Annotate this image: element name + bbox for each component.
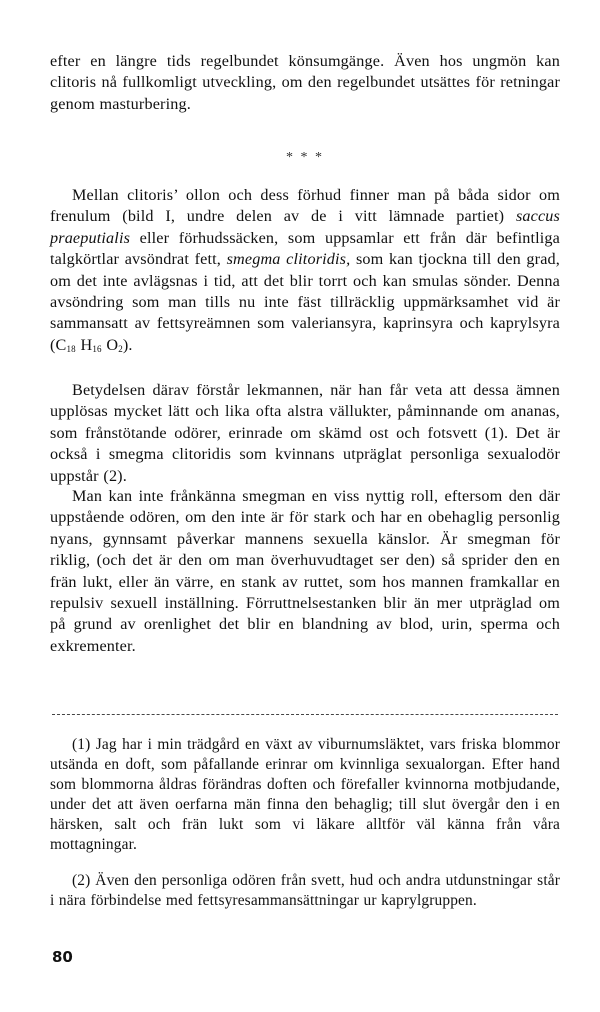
formula-subscript-c: 18: [66, 343, 76, 354]
paragraph-significance: [50, 380, 560, 487]
continuation-paragraph: [50, 51, 560, 115]
formula-close: ).: [122, 335, 133, 354]
para1-text-start: Mellan clitoris’ ollon och dess förhud finner man på båda sidor om frenulum (bild I, undre delen av de i vitt lämnade partiet): [50, 186, 560, 226]
footnote-2: [50, 871, 560, 911]
footnote-1-text: (1) Jag har i min trädgård en växt av viburnumsläktet, vars friska blommor utsända en doft, som påfallande erinrar om kvinnliga sexualorgan. Efter hand som blommorna åldras förändras doften och förefaller kvinnorna motbjudande, under det att även oerfarna män finna den behaglig; till slut övergår den i en härsken, salt och frän lukt som vi läkare alltför väl känna från våra mottagningar.: [50, 736, 560, 853]
para1-text-end: som kan tjockna till den grad, om det inte avlägsnas i tid, att det blir torrt och kan smulas sönder. Denna avsöndring som man tills nu inte fäst tillräcklig uppmärksamhet vid är sammansatt av fettsyreämnen som valeriansyra, kaprinsyra och kaprylsyra (C: [50, 250, 560, 354]
para3-text: Man kan inte frånkänna smegman en viss nyttig roll, eftersom den där uppstående odören, om den inte är för stark och har en obehaglig personlig nyans, gynnsamt påverkar mannens sexuella känslor. Är smegman för riklig, (och det är den om man överhuvudtaget ser den) så sprider den en frän lukt, eller än värre, en stank av ruttet, som hos mannen framkallar en repulsiv sexuell inställning. Förruttnelsestanken blir än mer utpräglad om på grund av orenlighet det blir en blandning av blod, urin, sperma och exkrementer.: [50, 487, 560, 655]
term-smegma-clitoridis: smegma clitoridis,: [226, 250, 351, 269]
continuation-text: efter en längre tids regelbundet könsumgänge. Även hos ungmön kan clitoris nå fullkomligt utveckling, om den regelbundet utsättes för retningar genom masturbering.: [50, 52, 560, 113]
para1-text-middle: eller förhudssäcken, som uppsamlar ett från där befintliga talgkörtlar avsöndrat fett,: [50, 228, 560, 269]
formula-o: O: [101, 335, 119, 354]
paragraph-smegma-definition: [50, 185, 560, 360]
para2-text: Betydelsen därav förstår lekmannen, när han får veta att dessa ämnen upplösas mycket lätt och lika ofta alstra vällukter, påminnande om ananas, som frånstötande odörer, erinrade om skämd ost och fotsvett (1). Det är också i smegma clitoridis som kvinnans utpräglat personliga sexualodör uppstår (2).: [50, 381, 560, 485]
page-number: 80: [52, 948, 73, 966]
formula-subscript-o: 2: [118, 343, 123, 354]
footnote-2-text: (2) Även den personliga odören från svett, hud och andra utdunstningar står i nära förbindelse med fettsyresammansättningar ur kaprylgruppen.: [50, 872, 560, 909]
footnote-1: [50, 735, 560, 855]
formula-subscript-h: 16: [92, 343, 102, 354]
paragraph-useful-role: [50, 486, 560, 657]
footnote-divider: [52, 714, 558, 715]
term-saccus-praeputialis: saccus praeputialis: [50, 207, 560, 247]
section-asterism: * * *: [286, 150, 324, 165]
formula-h: H: [75, 335, 93, 354]
